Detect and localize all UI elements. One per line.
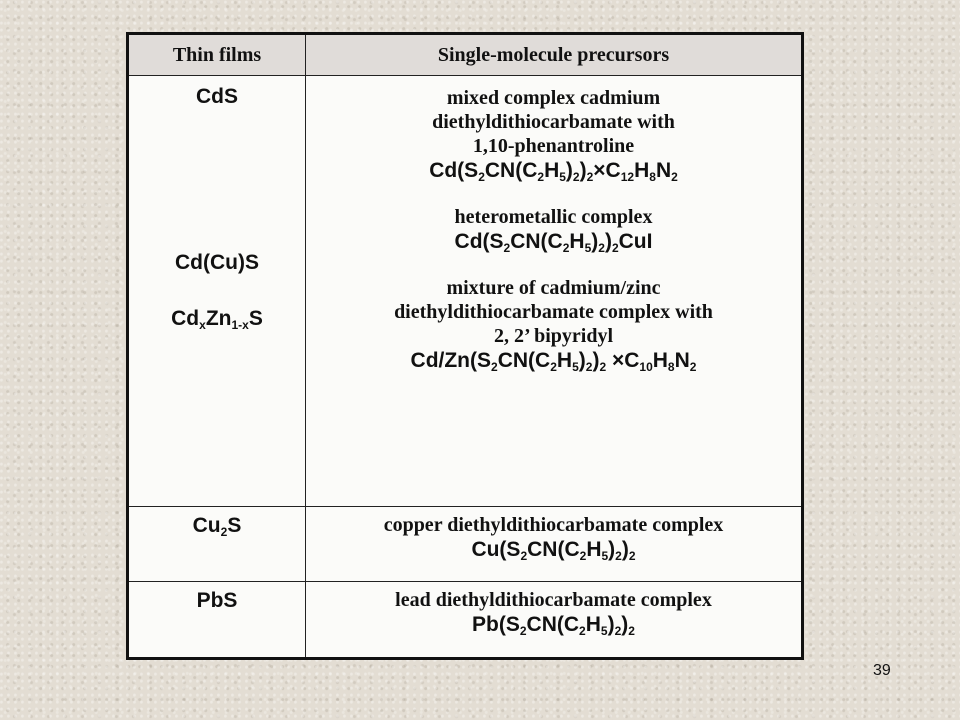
precursor-text: diethyldithiocarbamate with [432,111,675,133]
precursor-formula: $Cd/Zn(S_2CN(C_2H_5)_2)_2 \times C_{10}H_8N_2$ [410,349,697,374]
precursor-formula: $Cd(S_2CN(C_2H_5)_2)_2CuI$ [454,230,653,255]
header-precursors: Single-molecule precursors [306,34,803,76]
film-name: PbS [196,589,238,612]
precursor-cell [306,507,803,582]
film-name: $Cd_xZn_{1-x}S$ [171,307,263,332]
films-cell [128,76,306,507]
precursor-text: copper diethyldithiocarbamate complex [383,514,724,536]
films-cell [128,507,306,582]
precursor-cell [306,582,803,659]
precursor-text: lead diethyldithiocarbamate complex [395,589,712,611]
precursor-cell [306,76,803,507]
precursor-formula: $Cd(S_2CN(C_2H_5)_2)_2\times C_{12}H_8N_2$ [429,159,678,184]
precursor-text: mixture of cadmium/zinc [446,277,661,299]
precursor-table [126,32,804,660]
film-name: Cd(Cu)S [175,251,259,274]
precursor-text: 2, 2’ bipyridyl [493,325,614,347]
table-row [128,582,803,659]
table-header-row [128,34,803,76]
precursor-text: heterometallic complex [454,206,653,228]
precursor-text: 1,10-phenantroline [472,135,635,157]
film-name: CdS [196,85,238,108]
precursor-text: mixed complex cadmium [446,87,661,109]
header-thin-films: Thin films [128,34,306,76]
table-row [128,507,803,582]
page-number: 39 [873,662,891,679]
precursor-text: diethyldithiocarbamate complex with [394,301,713,323]
films-cell [128,582,306,659]
table-row [128,76,803,507]
precursor-formula: $Pb(S_2CN(C_2H_5)_2)_2$ [472,613,635,638]
film-name: $Cu_2S$ [192,514,242,539]
precursor-formula: $Cu(S_2CN(C_2H_5)_2)_2$ [471,538,636,563]
